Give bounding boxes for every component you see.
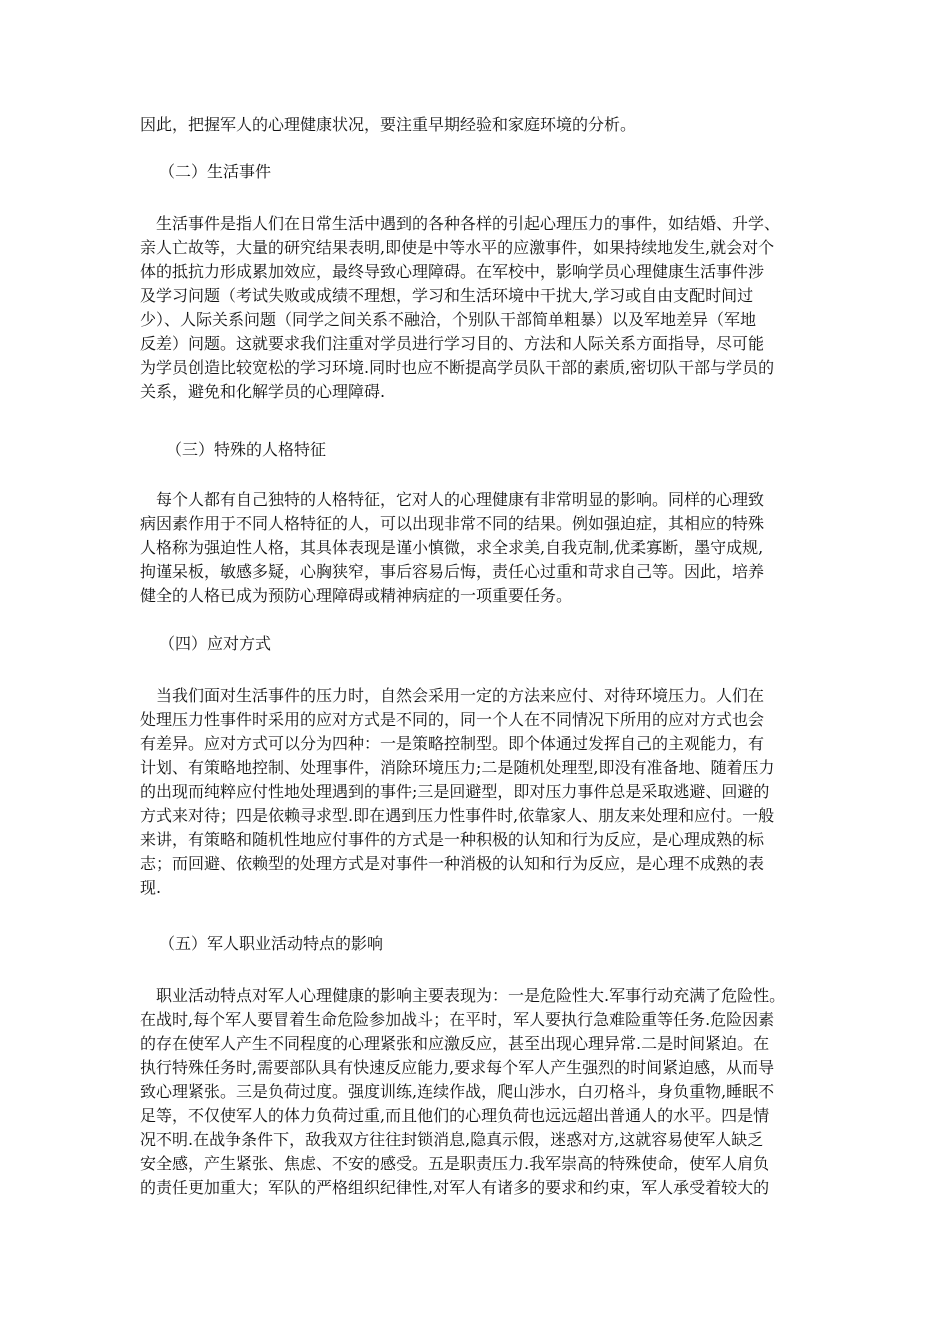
paragraph-line: 病因素作用于不同人格特征的人，可以出现非常不同的结果。例如强迫症，其相应的特殊 xyxy=(140,514,765,533)
paragraph-line: 生活事件是指人们在日常生活中遇到的各种各样的引起心理压力的事件，如结婚、升学、 xyxy=(140,214,781,233)
paragraph-line: 当我们面对生活事件的压力时，自然会采用一定的方法来应付、对待环境压力。人们在 xyxy=(140,686,765,705)
paragraph-line: 执行特殊任务时,需要部队具有快速反应能力,要求每个军人产生强烈的时间紧迫感，从而导 xyxy=(140,1058,775,1077)
section-heading-3: （三）特殊的人格特征 xyxy=(166,440,327,459)
paragraph-line: 计划、有策略地控制、处理事件，消除环境压力;二是随机处理型,即没有准备地、随着压力 xyxy=(140,758,775,777)
paragraph-line: 的出现而纯粹应付性地处理遇到的事件;三是回避型，即对压力事件总是采取逃避、回避的 xyxy=(140,782,770,801)
paragraph-line: 足等，不仅使军人的体力负荷过重,而且他们的心理负荷也远远超出普通人的水平。四是情 xyxy=(140,1106,770,1125)
paragraph-line: 亲人亡故等，大量的研究结果表明,即使是中等水平的应激事件，如果持续地发生,就会对个 xyxy=(140,238,775,257)
paragraph-line: 反差）问题。这就要求我们注重对学员进行学习目的、方法和人际关系方面指导，尽可能 xyxy=(140,334,765,353)
intro-line: 因此，把握军人的心理健康状况，要注重早期经验和家庭环境的分析。 xyxy=(140,115,637,134)
paragraph-line: 为学员创造比较宽松的学习环境.同时也应不断提高学员队干部的素质,密切队干部与学员的 xyxy=(140,358,775,377)
section-heading-5: （五）军人职业活动特点的影响 xyxy=(159,934,384,953)
paragraph-line: 健全的人格已成为预防心理障碍或精神病症的一项重要任务。 xyxy=(140,586,573,605)
paragraph-line: 致心理紧张。三是负荷过度。强度训练,连续作战，爬山涉水，白刃格斗，身负重物,睡眠不 xyxy=(140,1082,775,1101)
section-heading-4: （四）应对方式 xyxy=(159,634,272,653)
paragraph-line: 方式来对待；四是依赖寻求型.即在遇到压力性事件时,依靠家人、朋友来处理和应付。一般 xyxy=(140,806,775,825)
paragraph-line: 拘谨呆板，敏感多疑，心胸狭窄，事后容易后悔，责任心过重和苛求自己等。因此，培养 xyxy=(140,562,765,581)
paragraph-line: 安全感，产生紧张、焦虑、不安的感受。五是职责压力.我军崇高的特殊使命，使军人肩负 xyxy=(140,1154,770,1173)
paragraph-line: 有差异。应对方式可以分为四种：一是策略控制型。即个体通过发挥自己的主观能力，有 xyxy=(140,734,765,753)
paragraph-line: 及学习问题（考试失败或成绩不理想，学习和生活环境中干扰大,学习或自由支配时间过 xyxy=(140,286,754,305)
paragraph-line: 关系，避免和化解学员的心理障碍. xyxy=(140,382,386,401)
paragraph-line: 人格称为强迫性人格，其具体表现是谨小慎微，求全求美,自我克制,优柔寡断，墨守成规, xyxy=(140,538,764,557)
section-heading-2: （二）生活事件 xyxy=(159,162,272,181)
paragraph-line: 职业活动特点对军人心理健康的影响主要表现为：一是危险性大.军事行动充满了危险性。 xyxy=(140,986,786,1005)
paragraph-line: 况不明.在战争条件下，敌我双方往往封锁消息,隐真示假，迷惑对方,这就容易使军人缺乏 xyxy=(140,1130,764,1149)
paragraph-line: 的责任更加重大；军队的严格组织纪律性,对军人有诸多的要求和约束，军人承受着较大的 xyxy=(140,1178,770,1197)
paragraph-line: 体的抵抗力形成累加效应，最终导致心理障碍。在军校中，影响学员心理健康生活事件涉 xyxy=(140,262,765,281)
paragraph-line: 处理压力性事件时采用的应对方式是不同的，同一个人在不同情况下所用的应对方式也会 xyxy=(140,710,765,729)
paragraph-line: 每个人都有自己独特的人格特征，它对人的心理健康有非常明显的影响。同样的心理致 xyxy=(140,490,765,509)
paragraph-line: 志；而回避、依赖型的处理方式是对事件一种消极的认知和行为反应，是心理不成熟的表 xyxy=(140,854,765,873)
paragraph-line: 现. xyxy=(140,878,162,897)
paragraph-line: 的存在使军人产生不同程度的心理紧张和应激反应，甚至出现心理异常.二是时间紧迫。在 xyxy=(140,1034,770,1053)
paragraph-line: 少）、人际关系问题（同学之间关系不融洽，个别队干部简单粗暴）以及军地差异（军地 xyxy=(140,310,757,329)
paragraph-line: 在战时,每个军人要冒着生命危险参加战斗；在平时，军人要执行急难险重等任务.危险因素 xyxy=(140,1010,775,1029)
paragraph-line: 来讲，有策略和随机性地应付事件的方式是一种积极的认知和行为反应，是心理成熟的标 xyxy=(140,830,765,849)
